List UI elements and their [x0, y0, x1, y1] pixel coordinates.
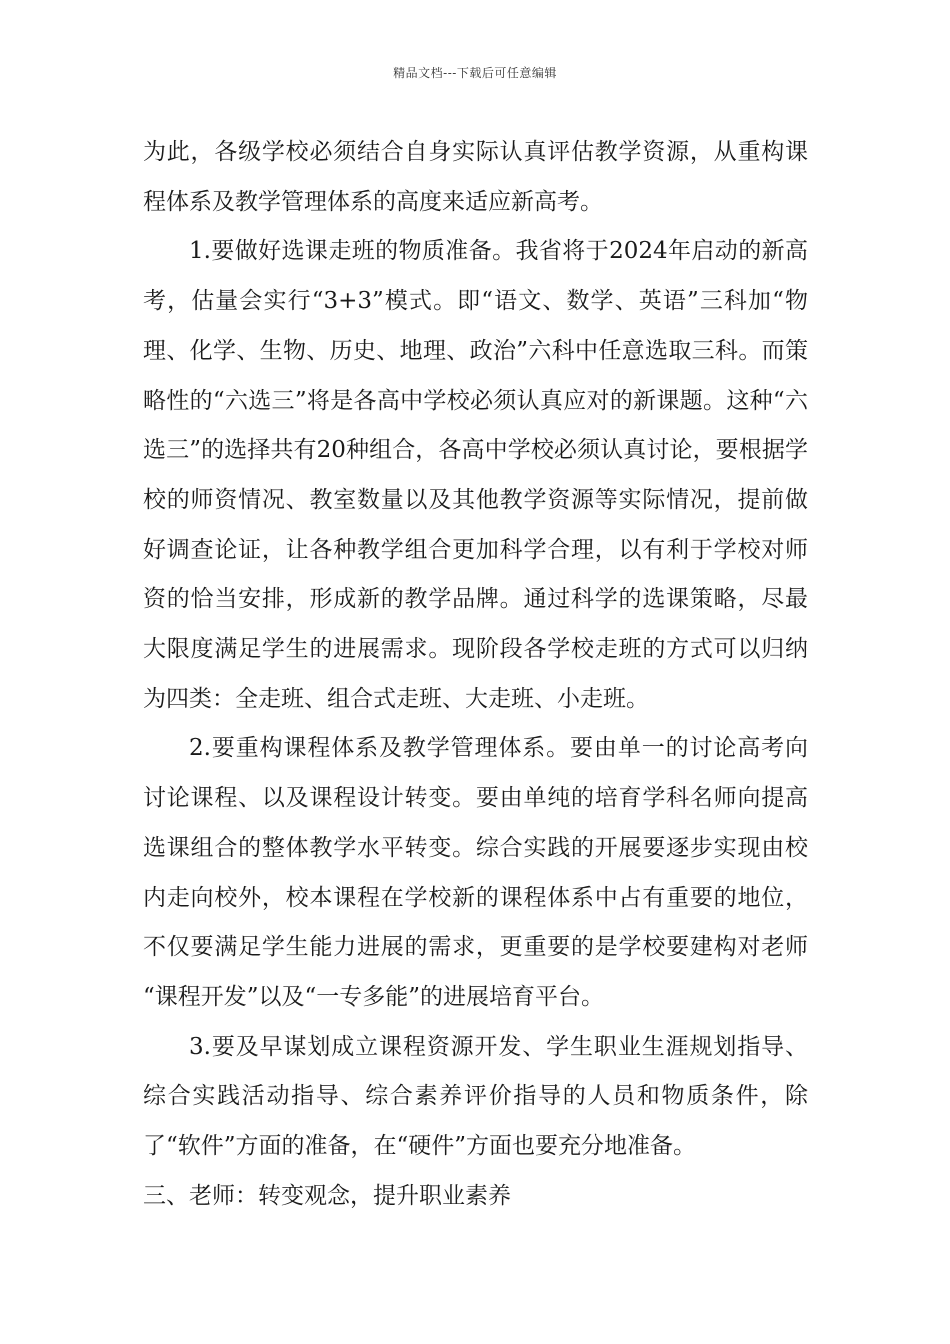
- paragraph-item-2: 2.要重构课程体系及教学管理体系。要由单一的讨论高考向讨论课程、以及课程设计转变。要由单纯的培育学科名师向提高选课组合的整体教学水平转变。综合实践的开展要逐步实现由校内走向校外，校本课程在学校新的课程体系中占有重要的地位，不仅要满足学生能力进展的需求，更重要的是学校要建构对老师 “课程开发”以及“一专多能”的进展培育平台。: [143, 735, 808, 1010]
- paragraph-item-3: 3.要及早谋划成立课程资源开发、学生职业生涯规划指导、综合实践活动指导、综合素养评价指导的人员和物质条件，除了“软件”方面的准备，在“硬件”方面也要充分地准备。: [143, 1033, 808, 1160]
- paragraph-intro: 为此，各级学校必须结合自身实际认真评估教学资源，从重构课程体系及教学管理体系的高度来适应新高考。: [143, 139, 808, 215]
- document-body: [143, 128, 808, 1221]
- paragraph-item-1: 1.要做好选课走班的物质准备。我省将于2024年启动的新高考，估量会实行“3+3”模式。即“语文、数学、英语”三科加“物理、化学、生物、历史、地理、政治”六科中任意选取三科。而策略性的“六选三”将是各高中学校必须认真应对的新课题。这种“六选三”的选择共有20种组合，各高中学校必须认真讨论，要根据学校的师资情况、教室数量以及其他教学资源等实际情况，提前做好调查论证，让各种教学组合更加科学合理，以有利于学校对师资的恰当安排，形成新的教学品牌。通过科学的选课策略，尽最大限度满足学生的进展需求。现阶段各学校走班的方式可以归纳为四类：全走班、组合式走班、大走班、小走班。: [143, 238, 808, 712]
- page-header: 精品文档---下载后可任意编辑: [393, 66, 557, 80]
- section-heading: 三、老师：转变观念，提升职业素养: [143, 1182, 511, 1209]
